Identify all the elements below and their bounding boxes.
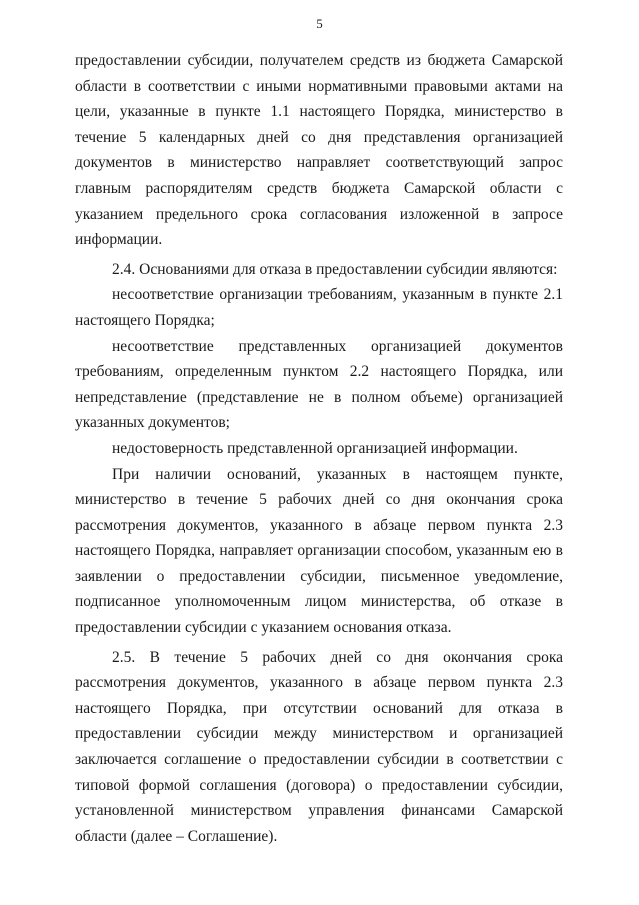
paragraph-section-2-4: 2.4. Основаниями для отказа в предоставлении субсидии являются: bbox=[112, 260, 558, 278]
paragraph-section-2-5: 2.5. В течение 5 рабочих дней со дня окончания срока рассмотрения документов, указанного в абзаце первом пункта 2.3 настоящего Порядка, при отсутствии оснований для отказа в предоставлении субсидии между министерством и организацией заключается соглашение о предоставлении субсидии в соответствии с типовой формой соглашения (договора) о предоставлении субсидии, установленной министерством управления финансами Самарской области (далее – Соглашение). bbox=[75, 648, 563, 845]
paragraph-continuation: предоставлении субсидии, получателем средств из бюджета Самарской области в соответствии с иными нормативными правовыми актами на цели, указанные в пункте 1.1 настоящего Порядка, министерство в течение 5 календарных дней со дня представления организацией документов в министерство направляет соответствующий запрос главным распорядителям средств бюджета Самарской области с указанием предельного срока согласования изложенной в запросе информации. bbox=[75, 52, 563, 249]
document-body bbox=[75, 48, 563, 849]
page-number: 5 bbox=[316, 16, 323, 31]
paragraph-ground-1: несоответствие организации требованиям, указанным в пункте 2.1 настоящего Порядка; bbox=[75, 286, 563, 329]
paragraph-ground-3: недостоверность представленной организацией информации. bbox=[112, 439, 518, 457]
paragraph-ground-2: несоответствие представленных организацией документов требованиям, определенным пунктом 2.2 настоящего Порядка, или непредставление (представление не в полном объеме) организацией указанных документов; bbox=[75, 337, 563, 432]
paragraph-refusal-notice: При наличии оснований, указанных в настоящем пункте, министерство в течение 5 рабочих дней со дня окончания срока рассмотрения документов, указанного в абзаце первом пункта 2.3 настоящего Порядка, направляет организации способом, указанным ею в заявлении о предоставлении субсидии, письменное уведомление, подписанное уполномоченным лицом министерства, об отказе в предоставлении субсидии с указанием основания отказа. bbox=[75, 465, 563, 637]
